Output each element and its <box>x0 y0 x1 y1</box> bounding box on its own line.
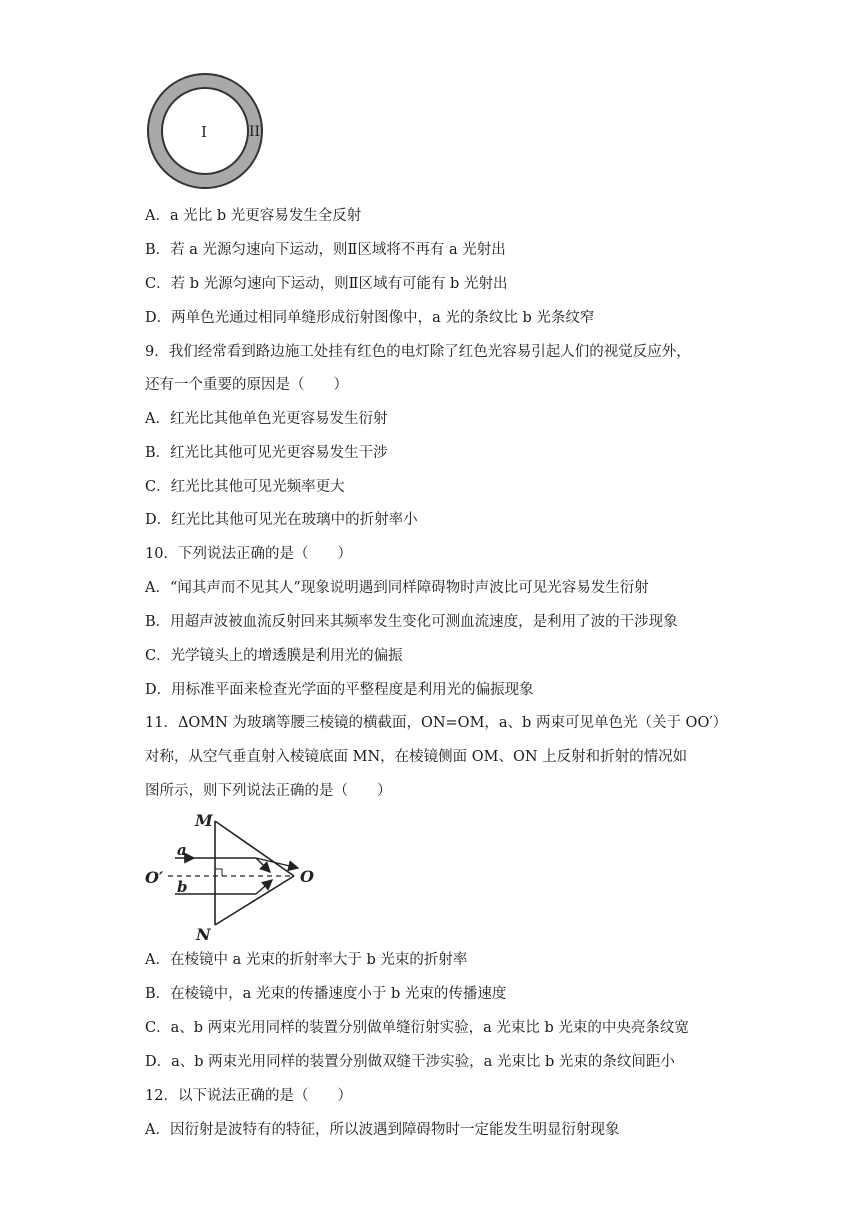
label-N: N <box>196 925 211 944</box>
label-O: O <box>300 867 314 886</box>
label-O-prime: O′ <box>145 868 164 887</box>
q8-option-b: B．若 a 光源匀速向下运动，则Ⅱ区域将不再有 a 光射出 <box>145 242 506 258</box>
q10-option-a: A．“闻其声而不见其人”现象说明遇到同样障碍物时声波比可见光容易发生衍射 <box>145 580 649 596</box>
q12-option-a: A．因衍射是波特有的特征，所以波遇到障碍物时一定能发生明显衍射现象 <box>145 1122 620 1138</box>
right-angle-mark <box>215 869 222 876</box>
q11-stem-line1: 11．ΔOMN 为玻璃等腰三棱镜的横截面，ON=OM，a、b 两束可见单色光（关于 OO′） <box>145 715 728 731</box>
label-M: M <box>195 811 213 830</box>
region-II-label: II <box>249 124 261 140</box>
q9-stem-line2: 还有一个重要的原因是（ ） <box>145 377 348 393</box>
q9-option-d: D．红光比其他可见光在玻璃中的折射率小 <box>145 512 418 528</box>
region-I-label: I <box>201 123 207 141</box>
q10-option-d: D．用标准平面来检查光学面的平整程度是利用光的偏振现象 <box>145 682 534 698</box>
q9-option-a: A．红光比其他单色光更容易发生衍射 <box>145 411 388 427</box>
q8-option-d: D．两单色光通过相同单缝形成衍射图像中，a 光的条纹比 b 光条纹窄 <box>145 310 595 326</box>
q12-stem: 12．以下说法正确的是（ ） <box>145 1088 352 1104</box>
label-b: b <box>177 878 188 896</box>
ring-figure <box>145 73 270 191</box>
q11-option-b: B．在棱镜中，a 光束的传播速度小于 b 光束的传播速度 <box>145 986 507 1002</box>
q9-stem-line1: 9．我们经常看到路边施工处挂有红色的电灯除了红色光容易引起人们的视觉反应外， <box>145 344 691 360</box>
q8-option-a: A．a 光比 b 光更容易发生全反射 <box>145 208 362 224</box>
q10-option-c: C．光学镜头上的增透膜是利用光的偏振 <box>145 648 403 664</box>
q8-option-c: C．若 b 光源匀速向下运动，则Ⅱ区域有可能有 b 光射出 <box>145 276 508 292</box>
q10-stem: 10．下列说法正确的是（ ） <box>145 546 352 562</box>
label-a: a <box>177 841 187 859</box>
q9-option-b: B．红光比其他可见光更容易发生干涉 <box>145 445 388 461</box>
beam-a-refracted <box>256 858 298 868</box>
prism-side-NO <box>215 876 294 925</box>
q10-option-b: B．用超声波被血流反射回来其频率发生变化可测血流速度，是利用了波的干涉现象 <box>145 614 678 630</box>
q11-stem-line3: 图所示，则下列说法正确的是（ ） <box>145 783 392 799</box>
q11-option-c: C．a、b 两束光用同样的装置分别做单缝衍射实验，a 光束比 b 光束的中央亮条纹宽 <box>145 1020 689 1036</box>
q9-option-c: C．红光比其他可见光频率更大 <box>145 479 345 495</box>
prism-side-MO <box>215 821 294 876</box>
q11-stem-line2: 对称，从空气垂直射入棱镜底面 MN，在棱镜侧面 OM、ON 上反射和折射的情况如 <box>145 749 688 765</box>
q11-option-a: A．在棱镜中 a 光束的折射率大于 b 光束的折射率 <box>145 952 468 968</box>
q11-option-d: D．a、b 两束光用同样的装置分别做双缝干涉实验，a 光束比 b 光束的条纹间距小 <box>145 1054 675 1070</box>
prism-figure <box>142 808 322 944</box>
